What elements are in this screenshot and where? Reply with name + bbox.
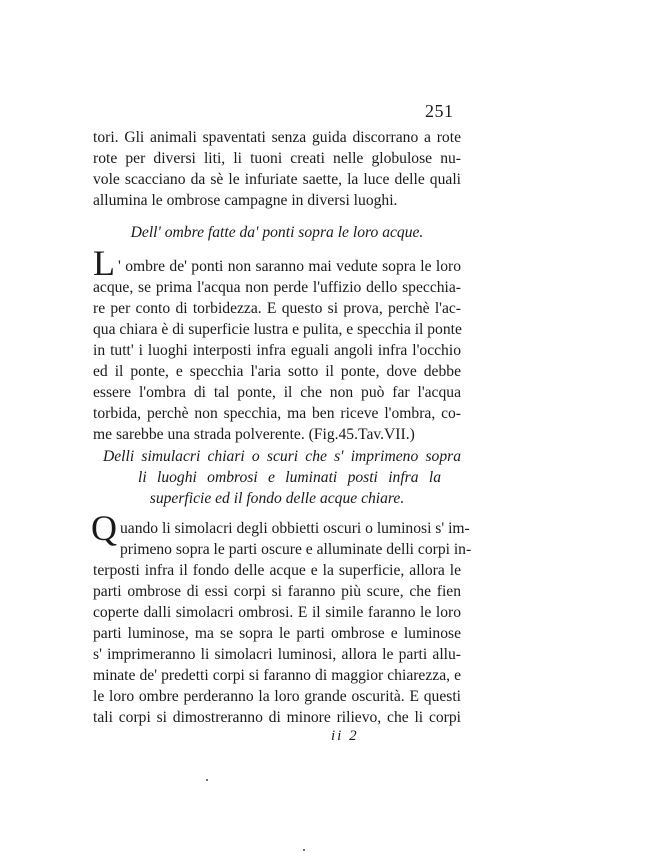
paragraph-3-line: terposti infra il fondo delle acque e la superficie, allora le bbox=[93, 562, 461, 579]
paragraph-2-line: essere l'ombra di tal ponte, il che non può far l'acqua bbox=[93, 384, 461, 401]
paragraph-2-line: me sarebbe una strada polverente. (Fig.45.Tav.VII.) bbox=[93, 426, 415, 443]
section-heading-1: Dell' ombre fatte da' ponti sopra le loro acque. bbox=[130, 224, 424, 241]
paragraph-2-line: ' ombre de' ponti non saranno mai vedute sopra le loro bbox=[118, 258, 461, 275]
paragraph-2-line: acque, se prima l'acqua non perde l'uffizio dello specchia- bbox=[93, 279, 461, 296]
paragraph-2-line: qua chiara è di superficie lustra e pulita, e specchia il ponte bbox=[93, 321, 462, 338]
paragraph-3-line: uando li simolacri degli obbietti oscuri o luminosi s' im- bbox=[120, 520, 470, 537]
page-number: 251 bbox=[425, 101, 454, 121]
paragraph-2-line: in tutt' i luoghi interposti infra eguali angoli infra l'occhio bbox=[93, 342, 461, 359]
drop-capital-q: Q bbox=[91, 508, 117, 548]
paragraph-3-line: le loro ombre perderanno la loro grande oscurità. E questi bbox=[93, 688, 461, 705]
paragraph-3-line: coperte dalli simolacri ombrosi. E il simile faranno le loro bbox=[93, 604, 461, 621]
drop-capital-l: L bbox=[93, 243, 115, 283]
paragraph-2-line: ed il ponte, e specchia l'aria sotto il ponte, dove debbe bbox=[93, 363, 461, 380]
paragraph-3-line: tali corpi si dimostreranno di minore rilievo, che li corpi bbox=[93, 709, 461, 726]
paragraph-1-line: vole scacciano da sè le infuriate saette, la luce delle quali bbox=[93, 171, 461, 188]
paragraph-3-line: primeno sopra le parti oscure e alluminate delli corpi in- bbox=[120, 541, 472, 558]
section-heading-2-line: Delli simulacri chiari o scuri che s' imprimeno sopra bbox=[103, 448, 461, 465]
paragraph-1-line: tori. Gli animali spaventati senza guida discorrano a rote bbox=[93, 129, 461, 146]
paragraph-3-line: parti ombrose di essi corpi si faranno più scure, che fien bbox=[93, 583, 461, 600]
paragraph-1-line: rote per diversi liti, li tuoni creati nelle globulose nu- bbox=[93, 150, 461, 167]
paper-speck bbox=[206, 779, 208, 781]
paper-speck bbox=[303, 849, 305, 851]
paragraph-1-line: allumina le ombrose campagne in diversi luoghi. bbox=[93, 192, 398, 209]
paragraph-3-line: minate de' predetti corpi si faranno di maggior chiarezza, e bbox=[93, 667, 461, 684]
section-heading-2-line: li luoghi ombrosi e luminati posti infra la bbox=[138, 469, 441, 486]
section-heading-2-line: superficie ed il fondo delle acque chiare. bbox=[149, 490, 405, 507]
paragraph-3-line: s' imprimeranno li simolacri luminosi, allora le parti allu- bbox=[93, 646, 461, 663]
paragraph-2-line: re per conto di torbidezza. E questo si prova, perchè l'ac- bbox=[93, 300, 461, 317]
catchword: ii 2 bbox=[331, 728, 359, 744]
paragraph-3-line: parti luminose, ma se sopra le parti ombrose e luminose bbox=[93, 625, 461, 642]
paragraph-2-line: torbida, perchè non specchia, ma ben riceve l'ombra, co- bbox=[93, 405, 461, 422]
